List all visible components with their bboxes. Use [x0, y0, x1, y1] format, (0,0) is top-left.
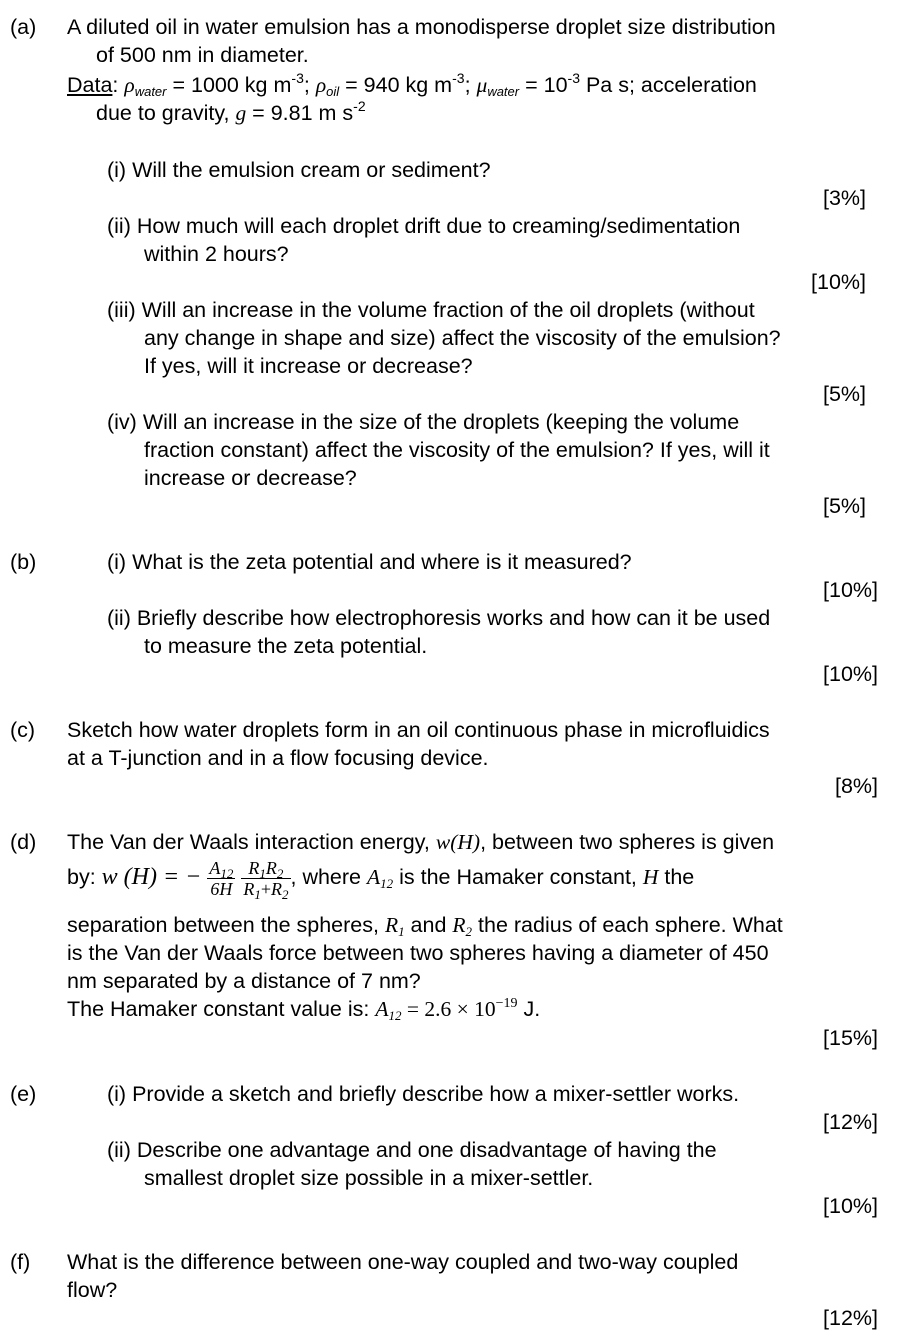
- part-e-question-i: (i) Provide a sketch and briefly describe how a mixer-settler works.: [107, 1082, 740, 1106]
- part-a-marks-ii: [10%]: [811, 270, 866, 294]
- part-f-marks: [12%]: [823, 1306, 878, 1330]
- part-e-marks-ii: [10%]: [823, 1194, 878, 1218]
- part-a-gravity-line: due to gravity, g = 9.81 m $s^{-2}$: [96, 98, 366, 125]
- part-a-question-iii-line3: If yes, will it increase or decrease?: [144, 354, 473, 378]
- equation-fraction-hamaker: $\frac{A_{12}}{6H}$: [209, 857, 234, 899]
- part-a-question-iii-line2: any change in shape and size) affect the viscosity of the emulsion?: [144, 326, 781, 350]
- part-b-question-ii-line1: (ii) Briefly describe how electrophoresis works and how can it be used: [107, 606, 771, 630]
- part-d-line5: nm separated by a distance of 7 nm?: [67, 969, 421, 993]
- part-a-question-iv-line2: fraction constant) affect the viscosity of the emulsion? If yes, will it: [144, 438, 770, 462]
- part-b-question-ii-line2: to measure the zeta potential.: [144, 634, 428, 658]
- part-c-line1: Sketch how water droplets form in an oil continuous phase in microfluidics: [67, 718, 770, 742]
- part-a-question-i: (i) Will the emulsion cream or sediment?: [107, 158, 491, 182]
- part-c-label: (c): [10, 718, 36, 742]
- part-a-question-iv-line3: increase or decrease?: [144, 466, 357, 490]
- part-a-question-iii-line1: (iii) Will an increase in the volume fraction of the oil droplets (without: [107, 298, 755, 322]
- part-c-line2: at a T-junction and in a flow focusing device.: [67, 746, 489, 770]
- part-e-question-ii-line2: smallest droplet size possible in a mixer-settler.: [144, 1166, 594, 1190]
- part-a-question-ii-line2: within 2 hours?: [144, 242, 289, 266]
- part-b-marks-i: [10%]: [823, 578, 878, 602]
- part-d-line3: separation between the spheres, $R_1$ and $R_2$ the radius of each sphere. What: [67, 913, 783, 939]
- part-c-marks: [8%]: [834, 774, 878, 798]
- part-e-marks-i: [12%]: [823, 1110, 878, 1134]
- part-f-label: (f): [10, 1250, 31, 1274]
- part-f-line2: flow?: [67, 1278, 118, 1302]
- part-a-question-ii-line1: (ii) How much will each droplet drift due to creaming/sedimentation: [107, 214, 741, 238]
- part-a-intro-line1: A diluted oil in water emulsion has a monodisperse droplet size distribution: [67, 15, 776, 39]
- part-a-marks-iv: [5%]: [822, 494, 866, 518]
- part-d-line6: The Hamaker constant value is: $A_{12} = 2.6 \times 10^{-19}$ J.: [67, 996, 541, 1023]
- part-e-label: (e): [10, 1082, 37, 1106]
- equation-lhs: w (H) = −: [101, 864, 202, 890]
- part-f-line1: What is the difference between one-way coupled and two-way coupled: [67, 1250, 739, 1274]
- part-a-marks-iii: [5%]: [822, 382, 866, 406]
- part-a-data-line: Data: $\rho_{water} = 1000$ kg $m^{-3}$; $\rho_{oil} = 940$ kg $m^{-3}$; $\mu_{water} = 10^{-3}$ Pa s; acceleration: [67, 70, 757, 99]
- part-d-marks: [15%]: [823, 1026, 878, 1050]
- part-d-label: (d): [10, 830, 37, 854]
- part-d-equation-line: by: w (H) = − $\frac{A_{12}}{6H}$ $\frac{R_1R_2}{R_1+R_2}$ , where $A_{12}$ is the Hamaker constant, H the: [67, 857, 695, 902]
- part-d-line4: is the Van der Waals force between two spheres having a diameter of 450: [67, 941, 769, 965]
- part-b-marks-ii: [10%]: [823, 662, 878, 686]
- part-e-question-ii-line1: (ii) Describe one advantage and one disadvantage of having the: [107, 1138, 717, 1162]
- part-a-intro-line2: of 500 nm in diameter.: [96, 43, 309, 67]
- part-b-question-i: (i) What is the zeta potential and where is it measured?: [107, 550, 632, 574]
- equation-fraction-radii: $\frac{R_1R_2}{R_1+R_2}$: [243, 857, 289, 902]
- data-label: Data: [67, 73, 113, 97]
- part-a-label: (a): [10, 15, 37, 39]
- part-a-marks-i: [3%]: [822, 186, 866, 210]
- part-d-line1: The Van der Waals interaction energy, w(H), between two spheres is given: [67, 830, 775, 854]
- part-b-label: (b): [10, 550, 37, 574]
- part-a-question-iv-line1: (iv) Will an increase in the size of the droplets (keeping the volume: [107, 410, 740, 434]
